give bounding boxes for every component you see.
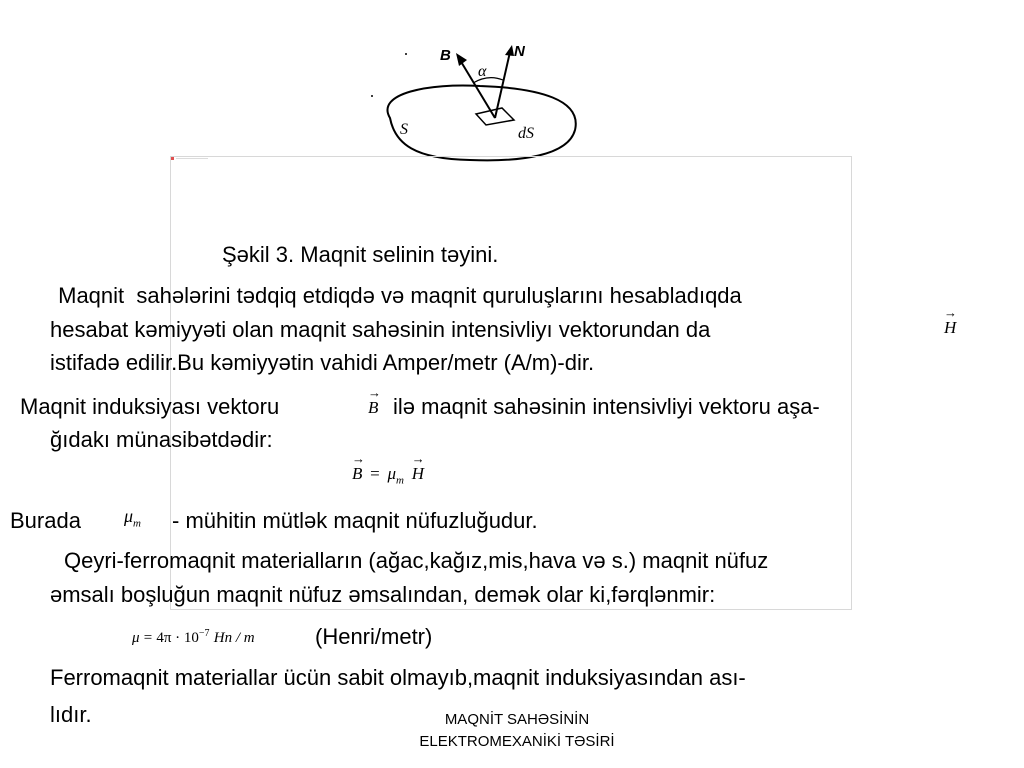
h-vector-symbol: → H: [944, 305, 957, 337]
n-label: N: [514, 43, 525, 60]
para2-line2: ğıdakı münasibətdədir:: [50, 427, 273, 452]
b-arrowhead: [456, 53, 467, 66]
burada-text: - mühitin mütlək maqnit nüfuzluğudur.: [172, 508, 538, 533]
slide-footer: [372, 709, 662, 753]
ds-label: dS: [518, 125, 534, 142]
para1-line2: hesabat kəmiyyəti olan maqnit sahəsinin intensivliyı vektorundan da: [50, 317, 711, 342]
figure-caption: Şəkil 3. Maqnit selinin təyini.: [222, 242, 499, 267]
para1-line3: istifadə edilir.Bu kəmiyyətin vahidi Amper/metr (A/m)-dir.: [50, 350, 595, 375]
para4-line1: Ferromaqnit materiallar ücün sabit olmayıb,maqnit induksiyasından ası-: [50, 665, 746, 690]
henri-metr-note: (Henri/metr): [315, 624, 433, 649]
alpha-label: α: [478, 63, 487, 80]
b-label: B: [440, 47, 451, 64]
footer-line2: ELEKTROMEXANİKİ TƏSİRİ: [419, 733, 615, 750]
s-label: S: [400, 121, 408, 138]
formula-b: → B: [352, 451, 365, 483]
mu-m-symbol: $\mu_m$: [124, 506, 141, 530]
embedded-object-frame: [170, 156, 852, 610]
formula-b-equals-mu-h: → $B = \mu_m$ → H: [352, 451, 425, 487]
para2-line1-a: Maqnit induksiyası vektoru: [20, 394, 280, 419]
para2-line1-b: ilə maqnit sahəsinin intensivliyi vektoru aşa-: [393, 394, 820, 419]
n-arrowhead: [505, 45, 514, 56]
formula-mu-value: $\mu = 4\pi \cdot 10^{-7}$ Hn / m: [132, 628, 255, 646]
burada-lead: Burada: [10, 508, 81, 533]
frame-corner-mark: [171, 157, 209, 160]
formula-h: → H: [411, 451, 425, 483]
para3-line1: Qeyri-ferromaqnit materialların (ağac,kağız,mis,hava və s.) maqnit nüfuz: [64, 548, 769, 573]
flux-figure: [360, 38, 590, 166]
b-vector-symbol: → B: [368, 385, 381, 417]
footer-line1: MAQNİT SAHƏSİNİN: [444, 711, 590, 728]
para1-line1: Maqnit sahələrini tədqiq etdiqdə və maqnit quruluşlarını hesabladıqda: [52, 283, 742, 308]
formula-mu: μ: [387, 464, 396, 483]
para4-line2: lıdır.: [50, 702, 92, 727]
para3-line2: əmsalı boşluğun maqnit nüfuz əmsalından, demək olar ki,fərqlənmir:: [50, 582, 716, 607]
